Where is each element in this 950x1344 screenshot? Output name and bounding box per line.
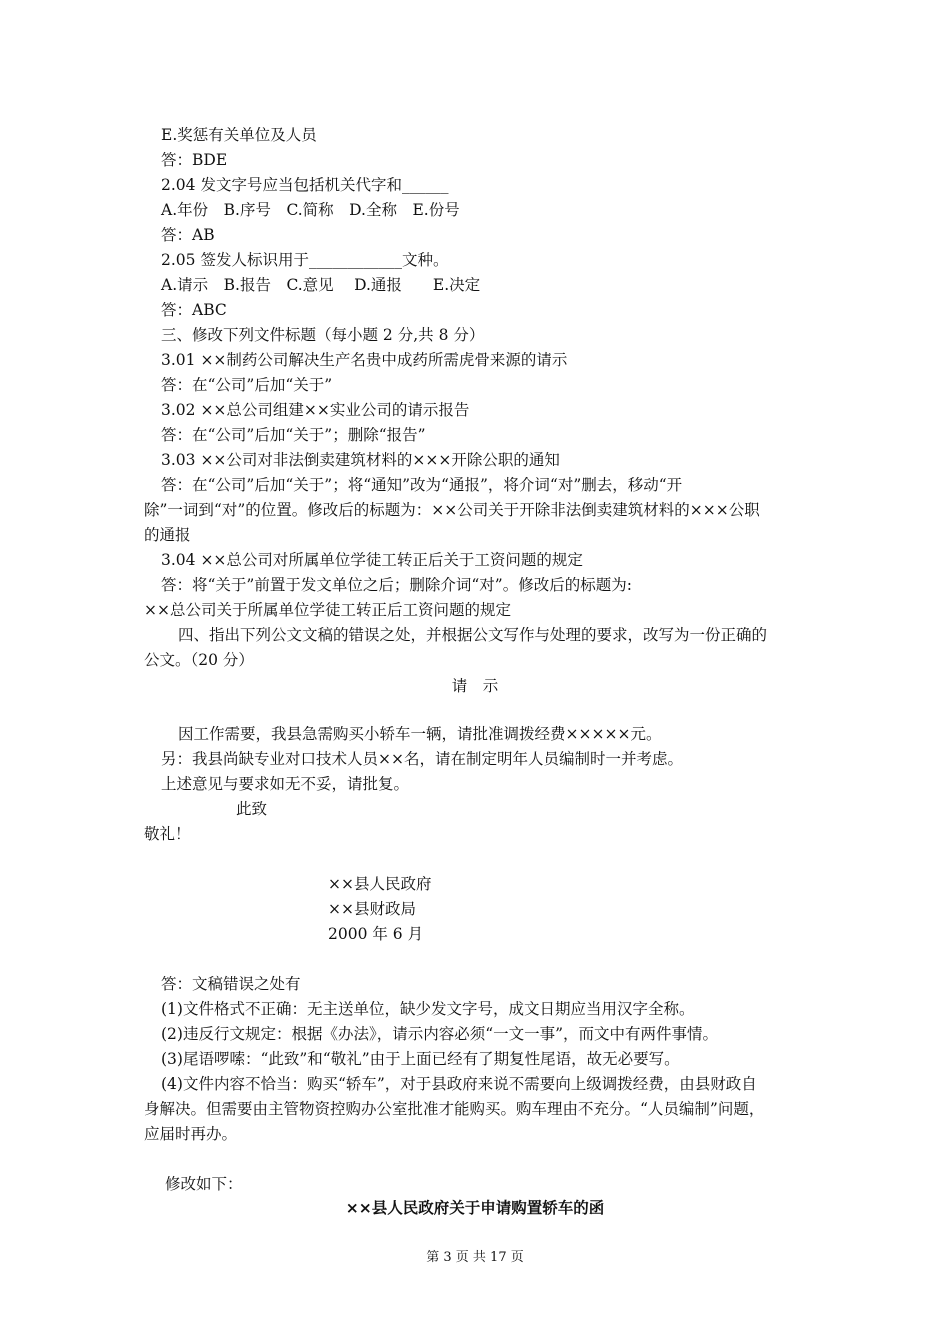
revision-intro: 修改如下： bbox=[165, 1175, 243, 1193]
answer-line: 答：在“公司”后加“关于” bbox=[161, 376, 333, 394]
answer-item: 应届时再办。 bbox=[144, 1125, 238, 1143]
section-heading: 三、修改下列文件标题（每小题 2 分,共 8 分） bbox=[161, 326, 485, 344]
answer-line: 答：将“关于”前置于发文单位之后；删除介词“对”。修改后的标题为: bbox=[161, 576, 632, 594]
option-line: E.奖惩有关单位及人员 bbox=[161, 126, 317, 144]
question-line: 2.04 发文字号应当包括机关代字和______ bbox=[161, 176, 449, 194]
answer-line: 答：在“公司”后加“关于”；将“通知”改为“通报”，将介词“对”删去，移动“开 bbox=[161, 476, 683, 494]
section-heading: 公文。（20 分） bbox=[144, 651, 254, 669]
answer-item: 身解决。但需要由主管物资控购办公室批准才能购买。购车理由不充分。“人员编制”问题， bbox=[144, 1100, 765, 1118]
answer-line: 答：在“公司”后加“关于”；删除“报告” bbox=[161, 426, 426, 444]
option-line: A.请示 B.报告 C.意见 D.通报 E.决定 bbox=[161, 276, 481, 294]
revised-title: ××县人民政府关于申请购置轿车的函 bbox=[345, 1199, 605, 1217]
draft-title: 请 示 bbox=[451, 677, 499, 695]
question-line: 2.05 签发人标识用于____________文种。 bbox=[161, 251, 449, 269]
question-line: 3.03 ××公司对非法倒卖建筑材料的×××开除公职的通知 bbox=[161, 451, 560, 469]
answer-item: (3)尾语啰嗦：“此致”和“敬礼”由于上面已经有了期复性尾语，故无必要写。 bbox=[161, 1050, 680, 1068]
answer-item: (1)文件格式不正确：无主送单位，缺少发文字号，成文日期应当用汉字全称。 bbox=[161, 1000, 695, 1018]
draft-closing: 此致 bbox=[236, 800, 268, 818]
answer-item: (4)文件内容不恰当：购买“轿车”，对于县政府来说不需要向上级调拨经费，由县财政自 bbox=[161, 1075, 757, 1093]
answer-line: 答：BDE bbox=[161, 151, 228, 169]
question-line: 3.01 ××制药公司解决生产名贵中成药所需虎骨来源的请示 bbox=[161, 351, 568, 369]
section-heading: 四、指出下列公文文稿的错误之处，并根据公文写作与处理的要求，改写为一份正确的 bbox=[178, 626, 768, 644]
draft-signature: ××县财政局 bbox=[328, 900, 416, 918]
answer-line: 答：ABC bbox=[161, 301, 227, 319]
question-line: 3.04 ××总公司对所属单位学徒工转正后关于工资问题的规定 bbox=[161, 551, 583, 569]
answer-line: 答：文稿错误之处有 bbox=[161, 975, 301, 993]
answer-item: (2)违反行文规定：根据《办法》，请示内容必须“一文一事”，而文中有两件事情。 bbox=[161, 1025, 719, 1043]
draft-paragraph: 因工作需要，我县急需购买小轿车一辆，请批准调拨经费×××××元。 bbox=[178, 725, 662, 743]
answer-line: 的通报 bbox=[144, 526, 191, 544]
draft-date: 2000 年 6 月 bbox=[328, 925, 424, 943]
draft-signature: ××县人民政府 bbox=[328, 875, 432, 893]
answer-line: 答：AB bbox=[161, 226, 215, 244]
draft-paragraph: 上述意见与要求如无不妥，请批复。 bbox=[161, 775, 410, 793]
page-footer: 第 3 页 共 17 页 bbox=[426, 1250, 524, 1265]
draft-closing: 敬礼！ bbox=[144, 825, 191, 843]
question-line: 3.02 ××总公司组建××实业公司的请示报告 bbox=[161, 401, 470, 419]
draft-paragraph: 另：我县尚缺专业对口技术人员××名，请在制定明年人员编制时一并考虑。 bbox=[161, 750, 683, 768]
answer-line: ××总公司关于所属单位学徒工转正后工资问题的规定 bbox=[144, 601, 511, 619]
option-line: A.年份 B.序号 C.简称 D.全称 E.份号 bbox=[161, 201, 460, 219]
answer-line: 除”一词到“对”的位置。修改后的标题为：××公司关于开除非法倒卖建筑材料的×××公职 bbox=[144, 501, 760, 519]
